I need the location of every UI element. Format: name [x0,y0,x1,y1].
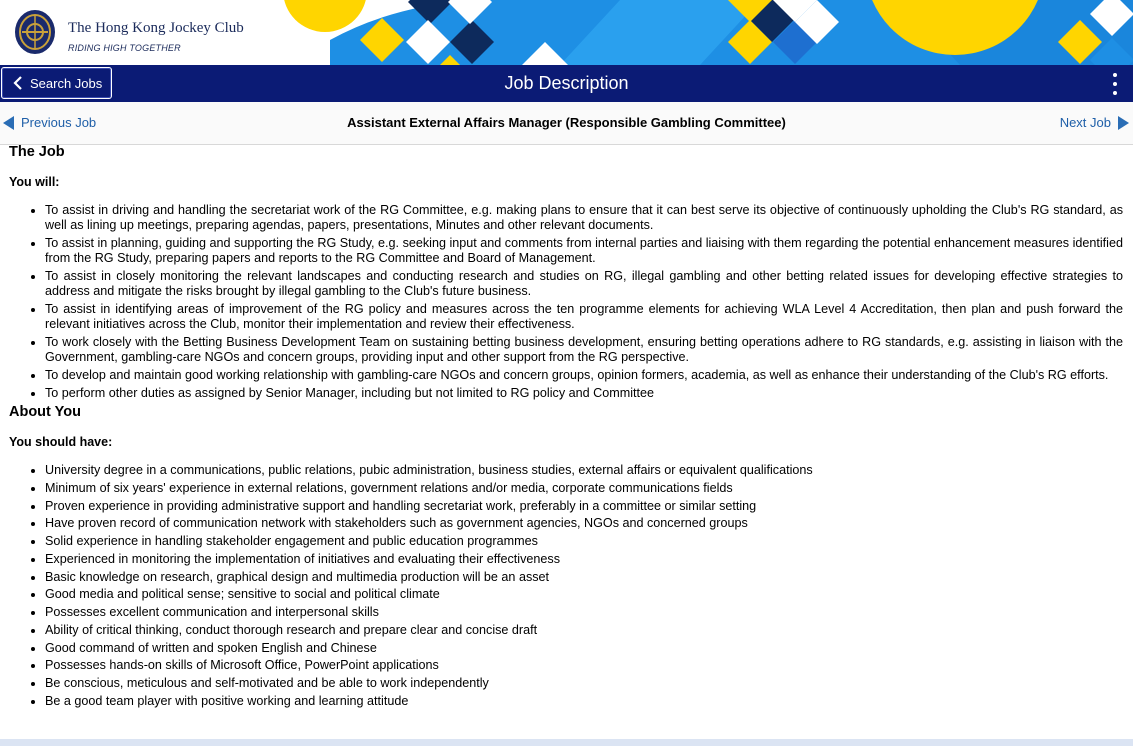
chevron-left-icon [12,76,24,90]
previous-job-link[interactable] [3,115,96,130]
duties-list [9,203,1123,401]
menu-dot [1113,73,1117,77]
list-item: To assist in closely monitoring the relevant landscapes and conducting research and studies on RG, illegal gambling and other betting related issues for developing effective strategies to address and mitigate the risks brought by illegal gambling to the Club's future business. [45,269,1123,298]
list-item: University degree in a communications, public relations, pubic administration, business studies, external affairs or equivalent qualifications [45,463,1123,478]
triangle-right-icon [1118,116,1129,130]
you-should-have-subheading: You should have: [9,435,113,449]
next-job-link[interactable] [1060,115,1129,130]
job-navigation-bar [0,102,1133,145]
requirements-list [9,463,1123,709]
job-description-content[interactable] [0,144,1133,746]
list-item: Experienced in monitoring the implementation of initiatives and evaluating their effectiveness [45,552,1123,567]
page-title: Job Description [504,73,629,93]
kebab-menu-icon[interactable] [1107,73,1123,95]
list-item: Good command of written and spoken English and Chinese [45,641,1123,656]
menu-dot [1113,82,1117,86]
previous-job-label: Previous Job [21,115,97,130]
list-item: To work closely with the Betting Business Development Team on sustaining betting business development, ensuring betting operations adhere to RG standards, e.g. assisting in liaison with the Government, gambling-care NGOs and concern groups, providing input and other support from the RG perspective. [45,335,1123,364]
search-jobs-label: Search Jobs [30,75,103,91]
list-item: To perform other duties as assigned by Senior Manager, including but not limited to RG policy and Committee [45,386,1123,401]
the-job-heading: The Job [9,144,65,160]
search-jobs-button[interactable] [1,67,112,99]
list-item: Possesses excellent communication and interpersonal skills [45,605,1123,620]
triangle-left-icon [3,116,14,130]
list-item: Be a good team player with positive working and learning attitude [45,694,1123,709]
bottom-strip [0,739,1133,746]
hkjc-logo-icon [14,8,56,56]
list-item: Have proven record of communication network with stakeholders such as government agencies, NGOs and concerned groups [45,516,1123,531]
header-banner [0,0,1133,65]
menu-dot [1113,91,1117,95]
list-item: Good media and political sense; sensitive to social and political climate [45,587,1123,602]
list-item: Be conscious, meticulous and self-motivated and be able to work independently [45,676,1123,691]
list-item: Ability of critical thinking, conduct thorough research and prepare clear and concise draft [45,623,1123,638]
about-you-heading: About You [9,404,81,420]
list-item: Solid experience in handling stakeholder engagement and public education programmes [45,534,1123,549]
list-item: To develop and maintain good working relationship with gambling-care NGOs and concern groups, opinion formers, academia, as well as enhance their understanding of the Club's RG efforts. [45,368,1123,383]
list-item: Basic knowledge on research, graphical design and multimedia production will be an asset [45,570,1123,585]
brand-name: The Hong Kong Jockey Club [68,20,244,36]
list-item: To assist in driving and handling the secretariat work of the RG Committee, e.g. making plans to ensure that it can best serve its objective of continuously upholding the Club's RG standard, as well as lining up meetings, preparing agendas, papers, presentations, Minutes and other relevant documents. [45,203,1123,232]
you-will-subheading: You will: [9,175,60,189]
title-bar [0,65,1133,102]
list-item: To assist in planning, guiding and supporting the RG Study, e.g. seeking input and comments from internal parties and liaising with them regarding the potential enhancement measures identified from the RG Study, preparing papers and reports to the RG Committee and Board of Management. [45,236,1123,265]
list-item: To assist in identifying areas of improvement of the RG policy and measures across the ten programme elements for achieving WLA Level 4 Accreditation, then plan and push forward the relevant initiatives across the Club, monitor their implementation and review their effectiveness. [45,302,1123,331]
brand-tagline: RIDING HIGH TOGETHER [68,43,181,53]
list-item: Proven experience in providing administrative support and handling secretariat work, preferably in a committee or similar setting [45,499,1123,514]
list-item: Possesses hands-on skills of Microsoft Office, PowerPoint applications [45,658,1123,673]
next-job-label: Next Job [1059,115,1111,130]
job-title: Assistant External Affairs Manager (Responsible Gambling Committee) [347,115,786,130]
list-item: Minimum of six years' experience in external relations, government relations and/or media, corporate communications fields [45,481,1123,496]
